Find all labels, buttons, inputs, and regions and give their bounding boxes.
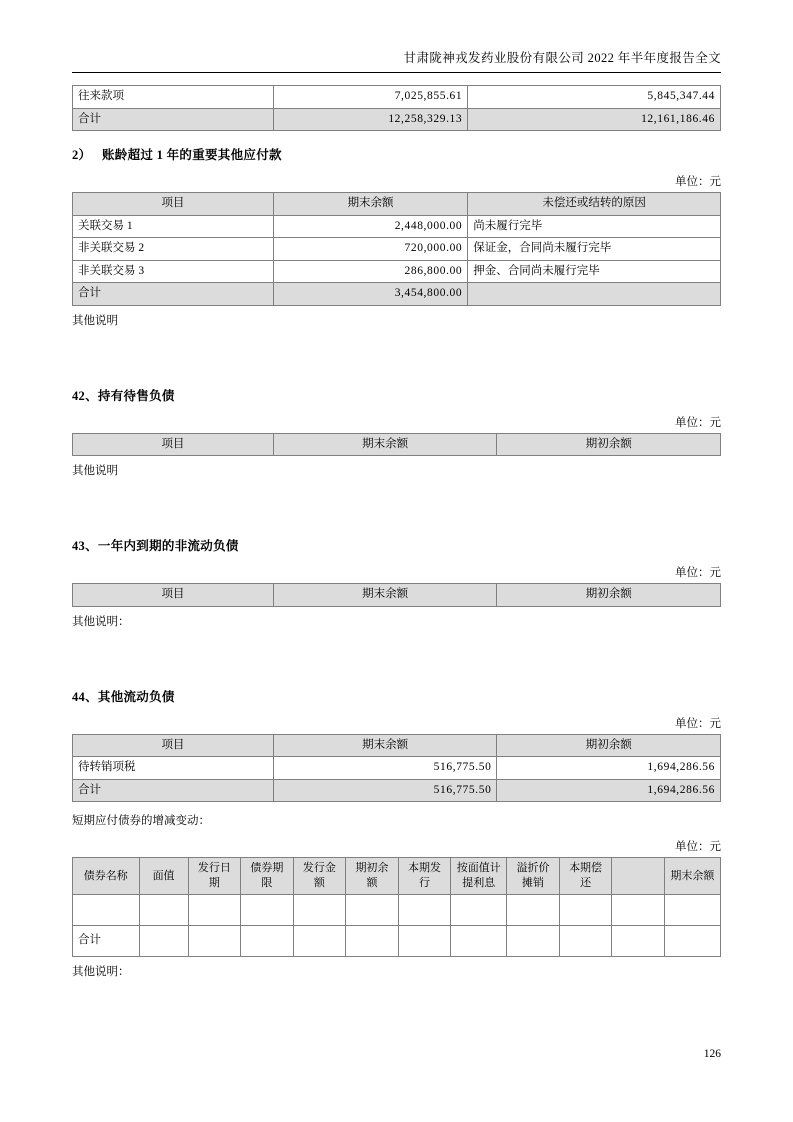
column-header-blank bbox=[612, 858, 665, 895]
cell-reason: 押金、合同尚未履行完毕 bbox=[468, 260, 721, 283]
column-header-premium-amortization: 溢折价摊销 bbox=[507, 858, 560, 895]
cell-empty bbox=[664, 894, 720, 925]
cell-item: 关联交易 1 bbox=[73, 215, 274, 238]
cell-item: 非关联交易 2 bbox=[73, 238, 274, 261]
cell-empty bbox=[73, 894, 140, 925]
cell-amount: 3,454,800.00 bbox=[273, 283, 467, 306]
cell-item: 往来款项 bbox=[73, 86, 274, 109]
continuation-table bbox=[72, 85, 721, 131]
cell-reason: 保证金，合同尚未履行完毕 bbox=[468, 238, 721, 261]
unit-label-bond: 单位：元 bbox=[675, 841, 721, 854]
table-row bbox=[73, 215, 721, 238]
held-for-sale-liabilities-table bbox=[72, 433, 721, 457]
table-header-row bbox=[73, 734, 721, 757]
cell-item: 合计 bbox=[73, 108, 274, 131]
short-term-bonds-table bbox=[72, 857, 721, 957]
table-header-row bbox=[73, 584, 721, 607]
column-header-begin-balance: 期初余额 bbox=[346, 858, 399, 895]
table-row bbox=[73, 757, 721, 780]
unit-label-42: 单位：元 bbox=[675, 416, 721, 429]
cell-empty bbox=[188, 894, 241, 925]
table-row bbox=[73, 86, 721, 109]
table-row bbox=[73, 238, 721, 261]
cell-empty bbox=[507, 894, 560, 925]
subsection-title: 账龄超过 1 年的重要其他应付款 bbox=[102, 148, 282, 163]
note-section-2: 其他说明 bbox=[72, 314, 118, 327]
cell-amount: 720,000.00 bbox=[273, 238, 467, 261]
column-header-end-balance: 期末余额 bbox=[273, 433, 497, 456]
cell-end-balance: 12,258,329.13 bbox=[273, 108, 467, 131]
column-header-bond-term: 债券期限 bbox=[241, 858, 294, 895]
page-number: 126 bbox=[703, 1048, 721, 1060]
cell-reason bbox=[468, 283, 721, 306]
unit-label-43: 单位：元 bbox=[675, 567, 721, 580]
column-header-begin-balance: 期初余额 bbox=[497, 584, 721, 607]
cell-begin-balance: 12,161,186.46 bbox=[468, 108, 721, 131]
column-header-end-balance: 期末余额 bbox=[273, 584, 497, 607]
column-header-issue-date: 发行日期 bbox=[188, 858, 241, 895]
sub-note-bond-change: 短期应付债券的增减变动： bbox=[72, 815, 210, 828]
column-header-interest-accrued: 按面值计提利息 bbox=[451, 858, 507, 895]
section-heading-43: 43、一年内到期的非流动负债 bbox=[72, 539, 239, 554]
subsection-heading-2 bbox=[72, 145, 721, 163]
cell-empty bbox=[346, 925, 399, 956]
cell-amount: 286,800.00 bbox=[273, 260, 467, 283]
section-heading-44: 44、其他流动负债 bbox=[72, 689, 175, 704]
cell-item: 合计 bbox=[73, 283, 274, 306]
cell-begin-balance: 1,694,286.56 bbox=[497, 757, 721, 780]
table-row-empty bbox=[73, 894, 721, 925]
column-header-item: 项目 bbox=[73, 584, 274, 607]
cell-end-balance: 516,775.50 bbox=[273, 757, 497, 780]
column-header-end-balance: 期末余额 bbox=[664, 858, 720, 895]
header-divider bbox=[72, 72, 721, 73]
column-header-begin-balance: 期初余额 bbox=[497, 433, 721, 456]
column-header-face-value: 面值 bbox=[139, 858, 188, 895]
column-header-issue-amount: 发行金额 bbox=[293, 858, 346, 895]
note-section-43: 其他说明： bbox=[72, 615, 130, 628]
cell-end-balance: 7,025,855.61 bbox=[273, 86, 467, 109]
table-row bbox=[73, 260, 721, 283]
column-header-end-balance: 期末余额 bbox=[273, 734, 497, 757]
table-row-total bbox=[73, 283, 721, 306]
cell-reason: 尚未履行完毕 bbox=[468, 215, 721, 238]
unit-label-44: 单位：元 bbox=[675, 717, 721, 730]
cell-empty bbox=[451, 925, 507, 956]
table-header-row bbox=[73, 193, 721, 216]
aging-other-payables-table bbox=[72, 192, 721, 306]
column-header-begin-balance: 期初余额 bbox=[497, 734, 721, 757]
note-section-44: 其他说明： bbox=[72, 965, 130, 978]
unit-label-2: 单位：元 bbox=[675, 176, 721, 189]
column-header-current-issue: 本期发行 bbox=[398, 858, 451, 895]
cell-empty bbox=[139, 925, 188, 956]
cell-total-label: 合计 bbox=[73, 925, 140, 956]
cell-empty bbox=[139, 894, 188, 925]
table-row-total bbox=[73, 779, 721, 802]
column-header-item: 项目 bbox=[73, 433, 274, 456]
cell-item: 合计 bbox=[73, 779, 274, 802]
cell-item: 非关联交易 3 bbox=[73, 260, 274, 283]
cell-empty bbox=[188, 925, 241, 956]
subsection-index: 2） bbox=[72, 148, 92, 163]
column-header-item: 项目 bbox=[73, 193, 274, 216]
cell-empty bbox=[241, 894, 294, 925]
cell-end-balance: 516,775.50 bbox=[273, 779, 497, 802]
cell-empty bbox=[398, 925, 451, 956]
column-header-item: 项目 bbox=[73, 734, 274, 757]
cell-empty bbox=[612, 894, 665, 925]
column-header-bond-name: 债券名称 bbox=[73, 858, 140, 895]
cell-begin-balance: 5,845,347.44 bbox=[468, 86, 721, 109]
cell-empty bbox=[293, 925, 346, 956]
cell-empty bbox=[559, 894, 612, 925]
cell-empty bbox=[559, 925, 612, 956]
column-header-reason: 未偿还或结转的原因 bbox=[468, 193, 721, 216]
cell-empty bbox=[398, 894, 451, 925]
page-header-title: 甘肃陇神戎发药业股份有限公司 2022 年半年度报告全文 bbox=[403, 51, 721, 65]
column-header-end-balance: 期末余额 bbox=[273, 193, 467, 216]
table-header-row bbox=[73, 433, 721, 456]
cell-empty bbox=[451, 894, 507, 925]
cell-empty bbox=[241, 925, 294, 956]
cell-empty bbox=[507, 925, 560, 956]
cell-begin-balance: 1,694,286.56 bbox=[497, 779, 721, 802]
cell-item: 待转销项税 bbox=[73, 757, 274, 780]
cell-empty bbox=[612, 925, 665, 956]
cell-empty bbox=[664, 925, 720, 956]
table-header-row bbox=[73, 858, 721, 895]
table-row-total bbox=[73, 925, 721, 956]
note-section-42: 其他说明 bbox=[72, 465, 118, 478]
column-header-current-repayment: 本期偿还 bbox=[559, 858, 612, 895]
cell-amount: 2,448,000.00 bbox=[273, 215, 467, 238]
section-heading-42: 42、持有待售负债 bbox=[72, 388, 175, 403]
table-row-total bbox=[73, 108, 721, 131]
noncurrent-liabilities-due-table bbox=[72, 583, 721, 607]
cell-empty bbox=[293, 894, 346, 925]
cell-empty bbox=[346, 894, 399, 925]
other-current-liabilities-table bbox=[72, 734, 721, 803]
